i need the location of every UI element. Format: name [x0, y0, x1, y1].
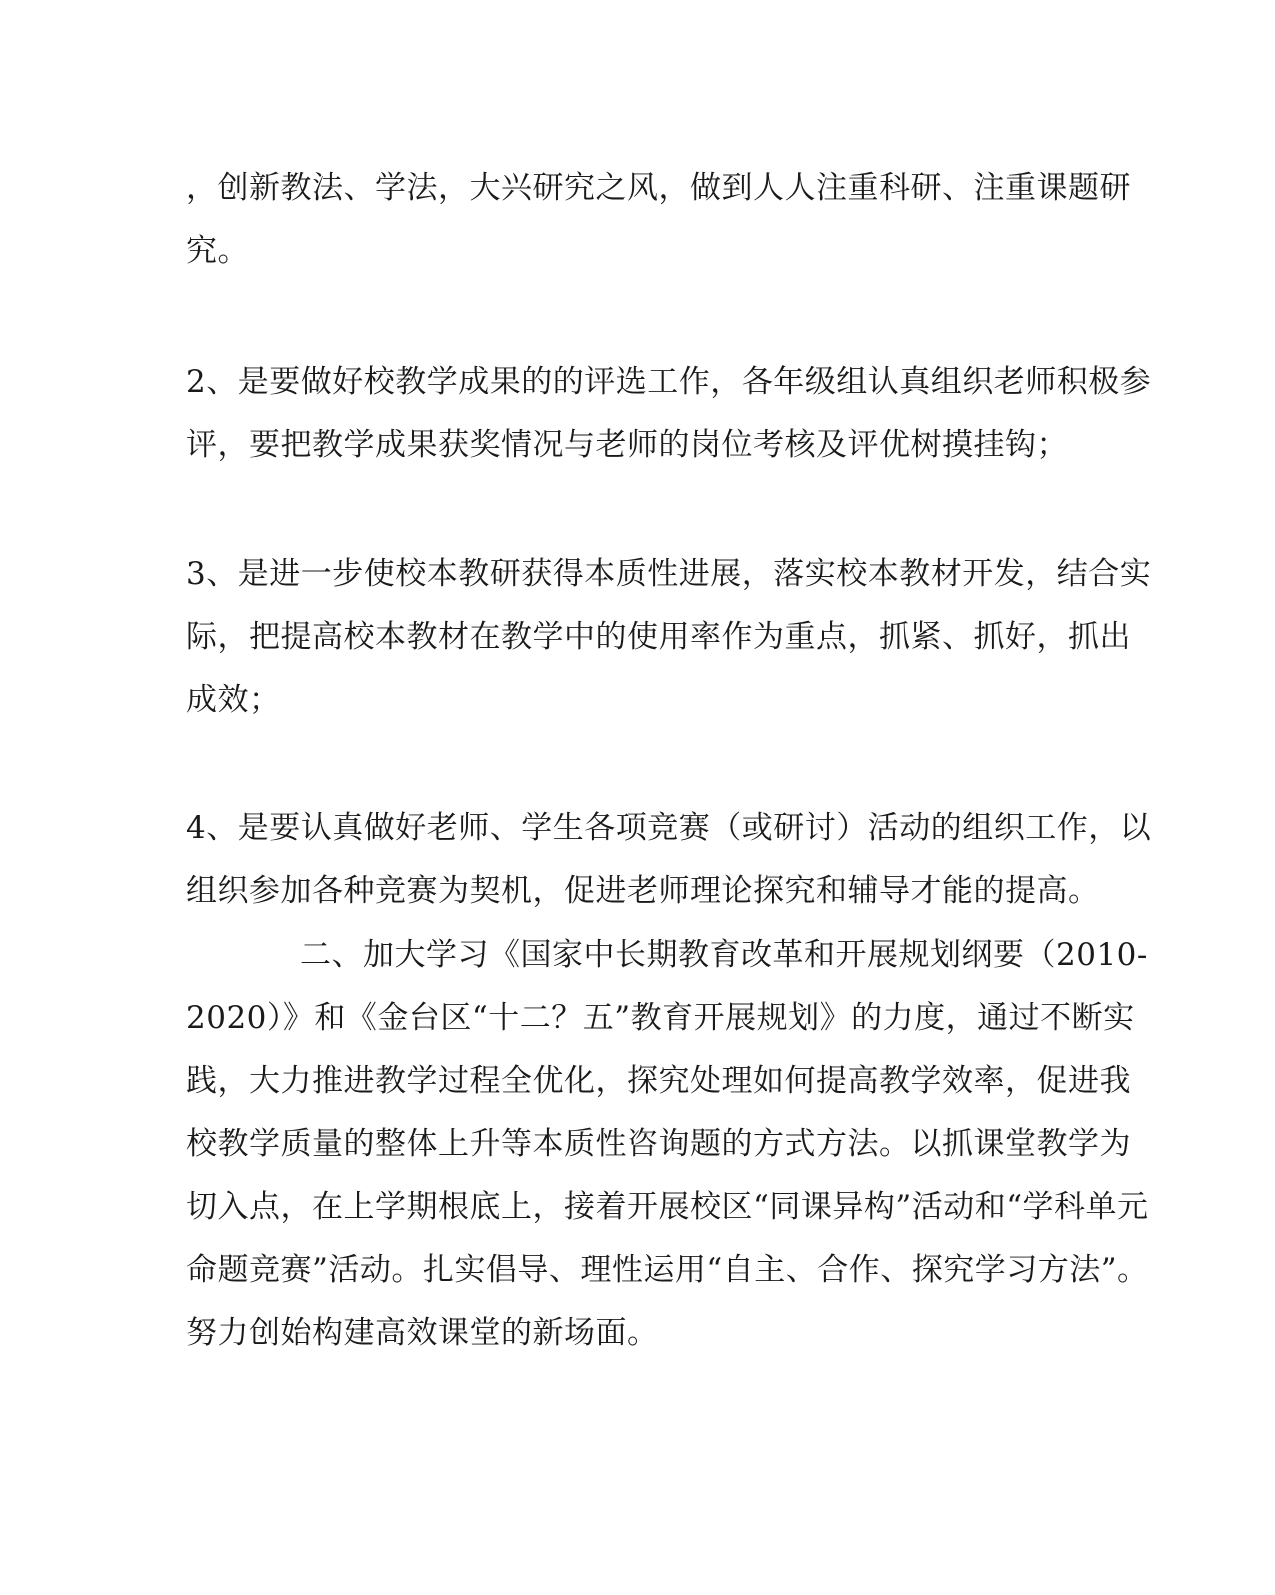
- text-line: 践，大力推进教学过程全优化，探究处理如何提高教学效率，促进我: [186, 1063, 1131, 1099]
- text-line: 努力创始构建高效课堂的新场面。: [186, 1315, 659, 1351]
- text-line: 3、是进一步使校本教研获得本质性进展，落实校本教材开发，结合实: [186, 556, 1152, 592]
- text-line: 4、是要认真做好老师、学生各项竞赛（或研讨）活动的组织工作，以: [186, 810, 1152, 846]
- text-line: 切入点，在上学期根底上，接着开展校区“同课异构”活动和“学科单元: [186, 1189, 1149, 1225]
- text-line: 组织参加各种竞赛为契机，促进老师理论探究和辅导才能的提高。: [186, 873, 1100, 909]
- text-line: 成效；: [186, 682, 281, 718]
- text-line: 2、是要做好校教学成果的的评选工作，各年级组认真组织老师积极参: [186, 364, 1152, 400]
- text-line: 2020）》和《金台区“十二？五”教育开展规划》的力度，通过不断实: [186, 1000, 1135, 1036]
- text-line: 校教学质量的整体上升等本质性咨询题的方式方法。以抓课堂教学为: [186, 1126, 1131, 1162]
- text-line: 命题竞赛”活动。扎实倡导、理性运用“自主、合作、探究学习方法”。: [186, 1252, 1149, 1288]
- section-heading-line: 二、加大学习《国家中长期教育改革和开展规划纲要（2010-: [300, 937, 1148, 973]
- text-line: 究。: [186, 233, 249, 269]
- text-line: 评，要把教学成果获奖情况与老师的岗位考核及评优树摸挂钩；: [186, 427, 1068, 463]
- text-line: 际，把提高校本教材在教学中的使用率作为重点，抓紧、抓好，抓出: [186, 619, 1131, 655]
- text-line: ，创新教法、学法，大兴研究之风，做到人人注重科研、注重课题研: [186, 170, 1131, 206]
